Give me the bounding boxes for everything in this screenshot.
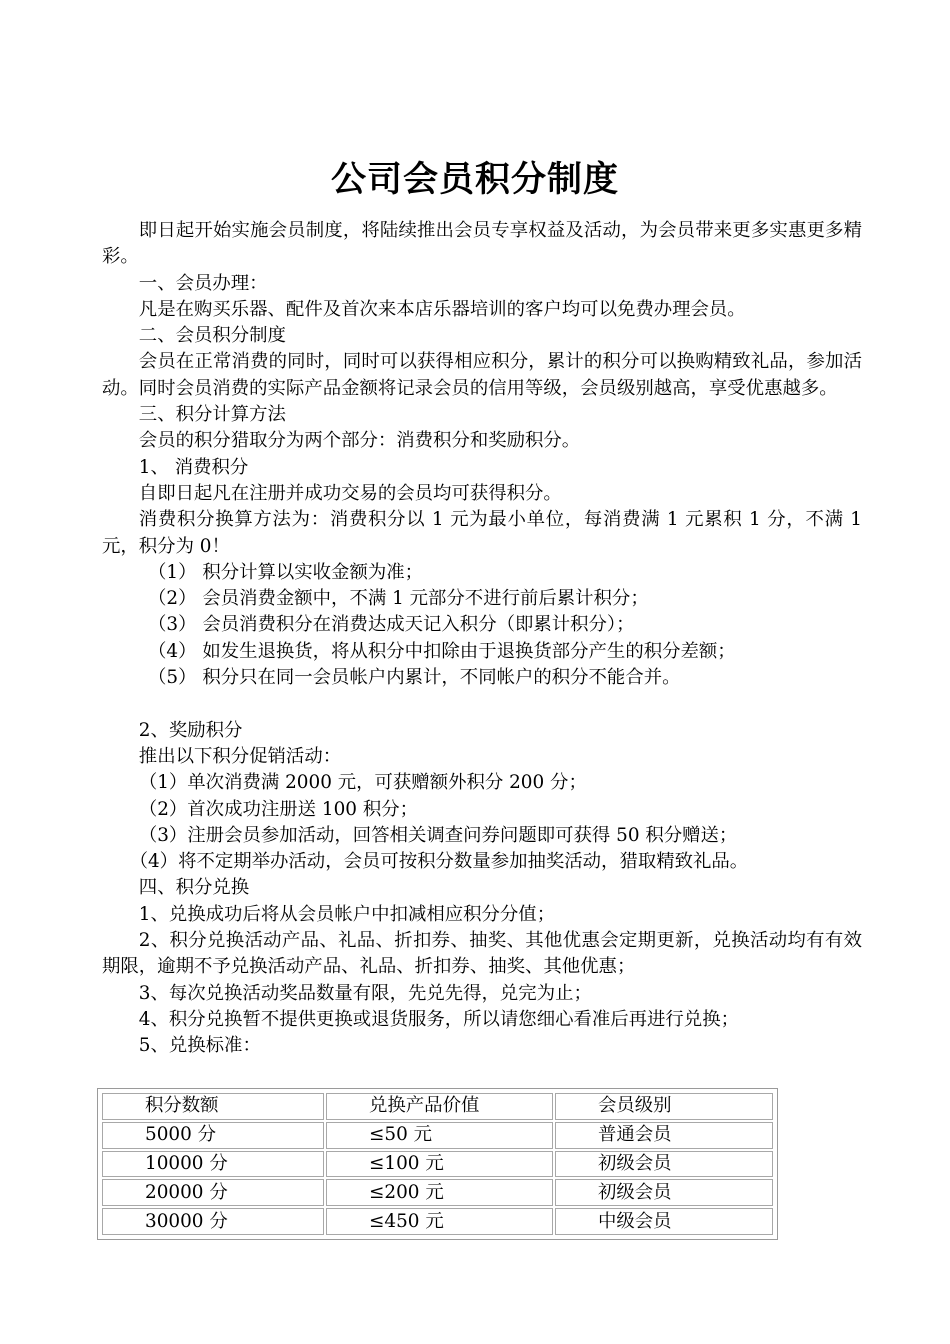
table-cell: 10000 分 <box>102 1151 324 1178</box>
table-cell: 20000 分 <box>102 1179 324 1206</box>
section-3-text: 会员的积分猎取分为两个部分：消费积分和奖励积分。 <box>138 430 581 452</box>
section-1-text: 凡是在购买乐器、配件及首次来本店乐器培训的客户均可以免费办理会员。 <box>138 298 746 320</box>
table-header-cell: 积分数额 <box>102 1093 324 1120</box>
table-cell: 普通会员 <box>555 1122 773 1149</box>
rule-item: （2） 会员消费金额中，不满 1 元部分不进行前后累计积分； <box>148 588 649 610</box>
table-header-row <box>102 1093 773 1120</box>
exchange-item: 3、每次兑换活动奖品数量有限，先兑先得，兑完为止； <box>138 982 592 1004</box>
document-body <box>102 218 862 1060</box>
section-4-heading: 四、积分兑换 <box>138 877 250 899</box>
table-cell: 30000 分 <box>102 1208 324 1235</box>
table-header-cell: 兑换产品价值 <box>326 1093 553 1120</box>
consumption-points-heading: 1、 消费积分 <box>138 456 249 478</box>
exchange-item: 2、积分兑换活动产品、礼品、折扣券、抽奖、其他优惠会定期更新，兑换活动均有有效期限，逾期不予兑换活动产品、礼品、折扣券、抽奖、其他优惠； <box>102 930 862 978</box>
consumption-points-text: 自即日起凡在注册并成功交易的会员均可获得积分。 <box>138 482 562 504</box>
promo-item: （3）注册会员参加活动，回答相关调查问券问题即可获得 50 积分赠送； <box>138 824 738 846</box>
table-cell: 5000 分 <box>102 1122 324 1149</box>
table-cell: ≤50 元 <box>326 1122 553 1149</box>
table-cell: 初级会员 <box>555 1151 773 1178</box>
exchange-standard-table <box>97 1088 778 1240</box>
exchange-item: 1、兑换成功后将从会员帐户中扣减相应积分分值； <box>138 903 556 925</box>
table-cell: 初级会员 <box>555 1179 773 1206</box>
table-cell: ≤450 元 <box>326 1208 553 1235</box>
rule-item: （5） 积分只在同一会员帐户内累计，不同帐户的积分不能合并。 <box>148 667 681 689</box>
promo-item: （4）将不定期举办活动，会员可按积分数量参加抽奖活动，猎取精致礼品。 <box>129 851 749 873</box>
rule-item: （1） 积分计算以实收金额为准； <box>148 561 424 583</box>
reward-points-heading: 2、奖励积分 <box>138 719 243 741</box>
table-cell: ≤200 元 <box>326 1179 553 1206</box>
table-header-cell: 会员级别 <box>555 1093 773 1120</box>
exchange-item: 4、积分兑换暂不提供更换或退货服务，所以请您细心看准后再进行兑换； <box>138 1008 739 1030</box>
reward-points-text: 推出以下积分促销活动： <box>138 745 342 767</box>
intro-paragraph: 即日起开始实施会员制度，将陆续推出会员专享权益及活动，为会员带来更多实惠更多精彩。 <box>102 220 862 268</box>
section-2-heading: 二、会员积分制度 <box>138 325 286 347</box>
table-cell: ≤100 元 <box>326 1151 553 1178</box>
section-2-text: 会员在正常消费的同时，同时可以获得相应积分，累计的积分可以换购精致礼品，参加活动。同时会员消费的实际产品金额将记录会员的信用等级，会员级别越高，享受优惠越多。 <box>102 351 862 399</box>
section-3-heading: 三、积分计算方法 <box>138 404 286 426</box>
table-row <box>102 1151 773 1178</box>
document-title: 公司会员积分制度 <box>330 160 619 200</box>
section-1-heading: 一、会员办理： <box>138 272 268 294</box>
table-cell: 中级会员 <box>555 1208 773 1235</box>
rule-item: （3） 会员消费积分在消费达成天记入积分（即累计积分）； <box>148 614 635 636</box>
blank-line <box>102 691 862 717</box>
promo-item: （1）单次消费满 2000 元，可获赠额外积分 200 分； <box>138 772 587 794</box>
promo-item: （2）首次成功注册送 100 积分； <box>138 798 418 820</box>
table-row <box>102 1179 773 1206</box>
conversion-method-text: 消费积分换算方法为：消费积分以 1 元为最小单位，每消费满 1 元累积 1 分，不满 1 元，积分为 0！ <box>102 509 862 557</box>
exchange-item: 5、兑换标准： <box>138 1035 261 1057</box>
rule-item: （4） 如发生退换货，将从积分中扣除由于退换货部分产生的积分差额； <box>148 640 736 662</box>
table-row <box>102 1208 773 1235</box>
table-row <box>102 1122 773 1149</box>
